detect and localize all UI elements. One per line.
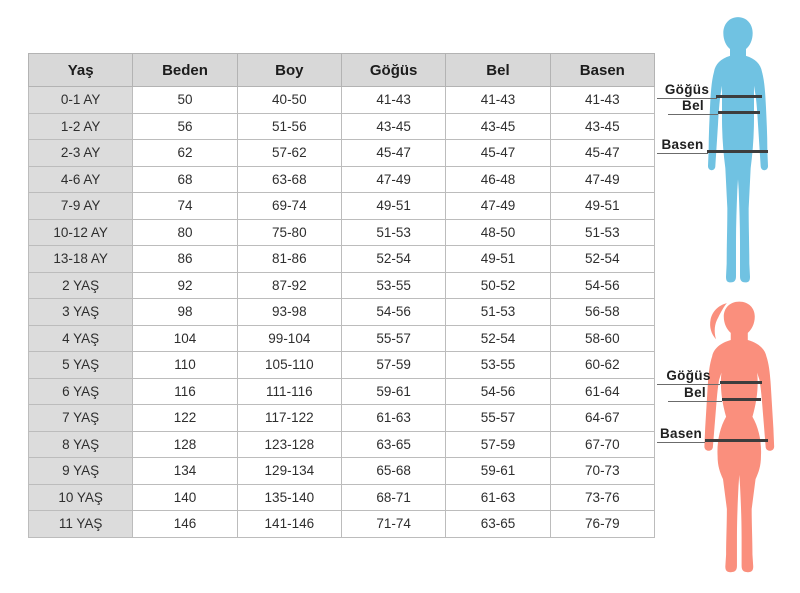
table-row bbox=[29, 140, 655, 167]
size-table-head bbox=[29, 54, 655, 87]
age-cell: 3 YAŞ bbox=[29, 299, 133, 326]
table-row bbox=[29, 193, 655, 220]
boy-waist-line bbox=[718, 111, 760, 114]
age-cell: 7 YAŞ bbox=[29, 405, 133, 432]
table-row bbox=[29, 431, 655, 458]
girl-silhouette bbox=[692, 296, 785, 580]
table-header-row bbox=[29, 54, 655, 87]
value-cell: 55-57 bbox=[341, 325, 445, 352]
table-row bbox=[29, 458, 655, 485]
value-cell: 59-61 bbox=[341, 378, 445, 405]
value-cell: 48-50 bbox=[446, 219, 550, 246]
age-cell: 10-12 AY bbox=[29, 219, 133, 246]
value-cell: 80 bbox=[133, 219, 237, 246]
value-cell: 55-57 bbox=[446, 405, 550, 432]
value-cell: 141-146 bbox=[237, 511, 341, 538]
value-cell: 99-104 bbox=[237, 325, 341, 352]
value-cell: 64-67 bbox=[550, 405, 654, 432]
value-cell: 73-76 bbox=[550, 484, 654, 511]
value-cell: 129-134 bbox=[237, 458, 341, 485]
value-cell: 70-73 bbox=[550, 458, 654, 485]
boy-waist-label: Bel bbox=[668, 99, 718, 115]
value-cell: 134 bbox=[133, 458, 237, 485]
value-cell: 65-68 bbox=[341, 458, 445, 485]
value-cell: 49-51 bbox=[446, 246, 550, 273]
table-row bbox=[29, 352, 655, 379]
column-header: Boy bbox=[237, 54, 341, 87]
value-cell: 45-47 bbox=[341, 140, 445, 167]
girl-hip-label: Basen bbox=[657, 427, 705, 443]
size-table bbox=[28, 53, 655, 538]
table-row bbox=[29, 405, 655, 432]
table-row bbox=[29, 378, 655, 405]
value-cell: 53-55 bbox=[341, 272, 445, 299]
value-cell: 123-128 bbox=[237, 431, 341, 458]
age-cell: 2 YAŞ bbox=[29, 272, 133, 299]
value-cell: 59-61 bbox=[446, 458, 550, 485]
value-cell: 54-56 bbox=[550, 272, 654, 299]
value-cell: 135-140 bbox=[237, 484, 341, 511]
age-cell: 1-2 AY bbox=[29, 113, 133, 140]
girl-waist-label: Bel bbox=[668, 386, 722, 402]
age-cell: 0-1 AY bbox=[29, 87, 133, 114]
boy-hip-line bbox=[707, 150, 768, 153]
value-cell: 51-56 bbox=[237, 113, 341, 140]
value-cell: 81-86 bbox=[237, 246, 341, 273]
value-cell: 47-49 bbox=[550, 166, 654, 193]
girl-chest-line bbox=[720, 381, 762, 384]
value-cell: 56-58 bbox=[550, 299, 654, 326]
age-cell: 6 YAŞ bbox=[29, 378, 133, 405]
value-cell: 41-43 bbox=[341, 87, 445, 114]
value-cell: 52-54 bbox=[446, 325, 550, 352]
age-cell: 8 YAŞ bbox=[29, 431, 133, 458]
girl-waist-line bbox=[722, 398, 761, 401]
value-cell: 98 bbox=[133, 299, 237, 326]
girl-body-shape bbox=[704, 302, 774, 573]
value-cell: 50-52 bbox=[446, 272, 550, 299]
value-cell: 104 bbox=[133, 325, 237, 352]
value-cell: 45-47 bbox=[446, 140, 550, 167]
value-cell: 51-53 bbox=[446, 299, 550, 326]
age-cell: 2-3 AY bbox=[29, 140, 133, 167]
table-row bbox=[29, 325, 655, 352]
table-row bbox=[29, 87, 655, 114]
table-row bbox=[29, 484, 655, 511]
value-cell: 53-55 bbox=[446, 352, 550, 379]
value-cell: 71-74 bbox=[341, 511, 445, 538]
value-cell: 111-116 bbox=[237, 378, 341, 405]
age-cell: 4 YAŞ bbox=[29, 325, 133, 352]
value-cell: 69-74 bbox=[237, 193, 341, 220]
value-cell: 67-70 bbox=[550, 431, 654, 458]
value-cell: 110 bbox=[133, 352, 237, 379]
value-cell: 43-45 bbox=[550, 113, 654, 140]
value-cell: 41-43 bbox=[550, 87, 654, 114]
value-cell: 51-53 bbox=[550, 219, 654, 246]
value-cell: 45-47 bbox=[550, 140, 654, 167]
table-row bbox=[29, 272, 655, 299]
value-cell: 49-51 bbox=[341, 193, 445, 220]
value-cell: 62 bbox=[133, 140, 237, 167]
table-row bbox=[29, 246, 655, 273]
table-row bbox=[29, 219, 655, 246]
boy-chest-line bbox=[716, 95, 762, 98]
column-header: Yaş bbox=[29, 54, 133, 87]
value-cell: 87-92 bbox=[237, 272, 341, 299]
table-row bbox=[29, 511, 655, 538]
age-cell: 7-9 AY bbox=[29, 193, 133, 220]
value-cell: 74 bbox=[133, 193, 237, 220]
value-cell: 43-45 bbox=[446, 113, 550, 140]
value-cell: 60-62 bbox=[550, 352, 654, 379]
value-cell: 68 bbox=[133, 166, 237, 193]
age-cell: 4-6 AY bbox=[29, 166, 133, 193]
value-cell: 61-63 bbox=[341, 405, 445, 432]
table-row bbox=[29, 299, 655, 326]
value-cell: 63-68 bbox=[237, 166, 341, 193]
column-header: Beden bbox=[133, 54, 237, 87]
value-cell: 54-56 bbox=[341, 299, 445, 326]
boy-hip-label: Basen bbox=[657, 138, 708, 154]
girl-hip-line bbox=[705, 439, 768, 442]
value-cell: 61-63 bbox=[446, 484, 550, 511]
value-cell: 51-53 bbox=[341, 219, 445, 246]
table-row bbox=[29, 166, 655, 193]
value-cell: 40-50 bbox=[237, 87, 341, 114]
value-cell: 43-45 bbox=[341, 113, 445, 140]
age-cell: 11 YAŞ bbox=[29, 511, 133, 538]
value-cell: 46-48 bbox=[446, 166, 550, 193]
value-cell: 47-49 bbox=[341, 166, 445, 193]
value-cell: 63-65 bbox=[446, 511, 550, 538]
boy-chest-label: Göğüs bbox=[657, 83, 717, 99]
value-cell: 140 bbox=[133, 484, 237, 511]
value-cell: 52-54 bbox=[550, 246, 654, 273]
value-cell: 52-54 bbox=[341, 246, 445, 273]
size-table-body bbox=[29, 87, 655, 538]
value-cell: 146 bbox=[133, 511, 237, 538]
value-cell: 49-51 bbox=[550, 193, 654, 220]
value-cell: 57-62 bbox=[237, 140, 341, 167]
value-cell: 128 bbox=[133, 431, 237, 458]
value-cell: 105-110 bbox=[237, 352, 341, 379]
value-cell: 56 bbox=[133, 113, 237, 140]
value-cell: 116 bbox=[133, 378, 237, 405]
table-row bbox=[29, 113, 655, 140]
value-cell: 68-71 bbox=[341, 484, 445, 511]
value-cell: 92 bbox=[133, 272, 237, 299]
value-cell: 93-98 bbox=[237, 299, 341, 326]
value-cell: 122 bbox=[133, 405, 237, 432]
value-cell: 76-79 bbox=[550, 511, 654, 538]
value-cell: 58-60 bbox=[550, 325, 654, 352]
value-cell: 57-59 bbox=[341, 352, 445, 379]
value-cell: 41-43 bbox=[446, 87, 550, 114]
value-cell: 61-64 bbox=[550, 378, 654, 405]
value-cell: 117-122 bbox=[237, 405, 341, 432]
column-header: Bel bbox=[446, 54, 550, 87]
value-cell: 75-80 bbox=[237, 219, 341, 246]
value-cell: 54-56 bbox=[446, 378, 550, 405]
age-cell: 13-18 AY bbox=[29, 246, 133, 273]
value-cell: 86 bbox=[133, 246, 237, 273]
value-cell: 50 bbox=[133, 87, 237, 114]
age-cell: 10 YAŞ bbox=[29, 484, 133, 511]
value-cell: 57-59 bbox=[446, 431, 550, 458]
value-cell: 63-65 bbox=[341, 431, 445, 458]
girl-chest-label: Göğüs bbox=[657, 369, 720, 385]
age-cell: 5 YAŞ bbox=[29, 352, 133, 379]
column-header: Basen bbox=[550, 54, 654, 87]
column-header: Göğüs bbox=[341, 54, 445, 87]
age-cell: 9 YAŞ bbox=[29, 458, 133, 485]
value-cell: 47-49 bbox=[446, 193, 550, 220]
